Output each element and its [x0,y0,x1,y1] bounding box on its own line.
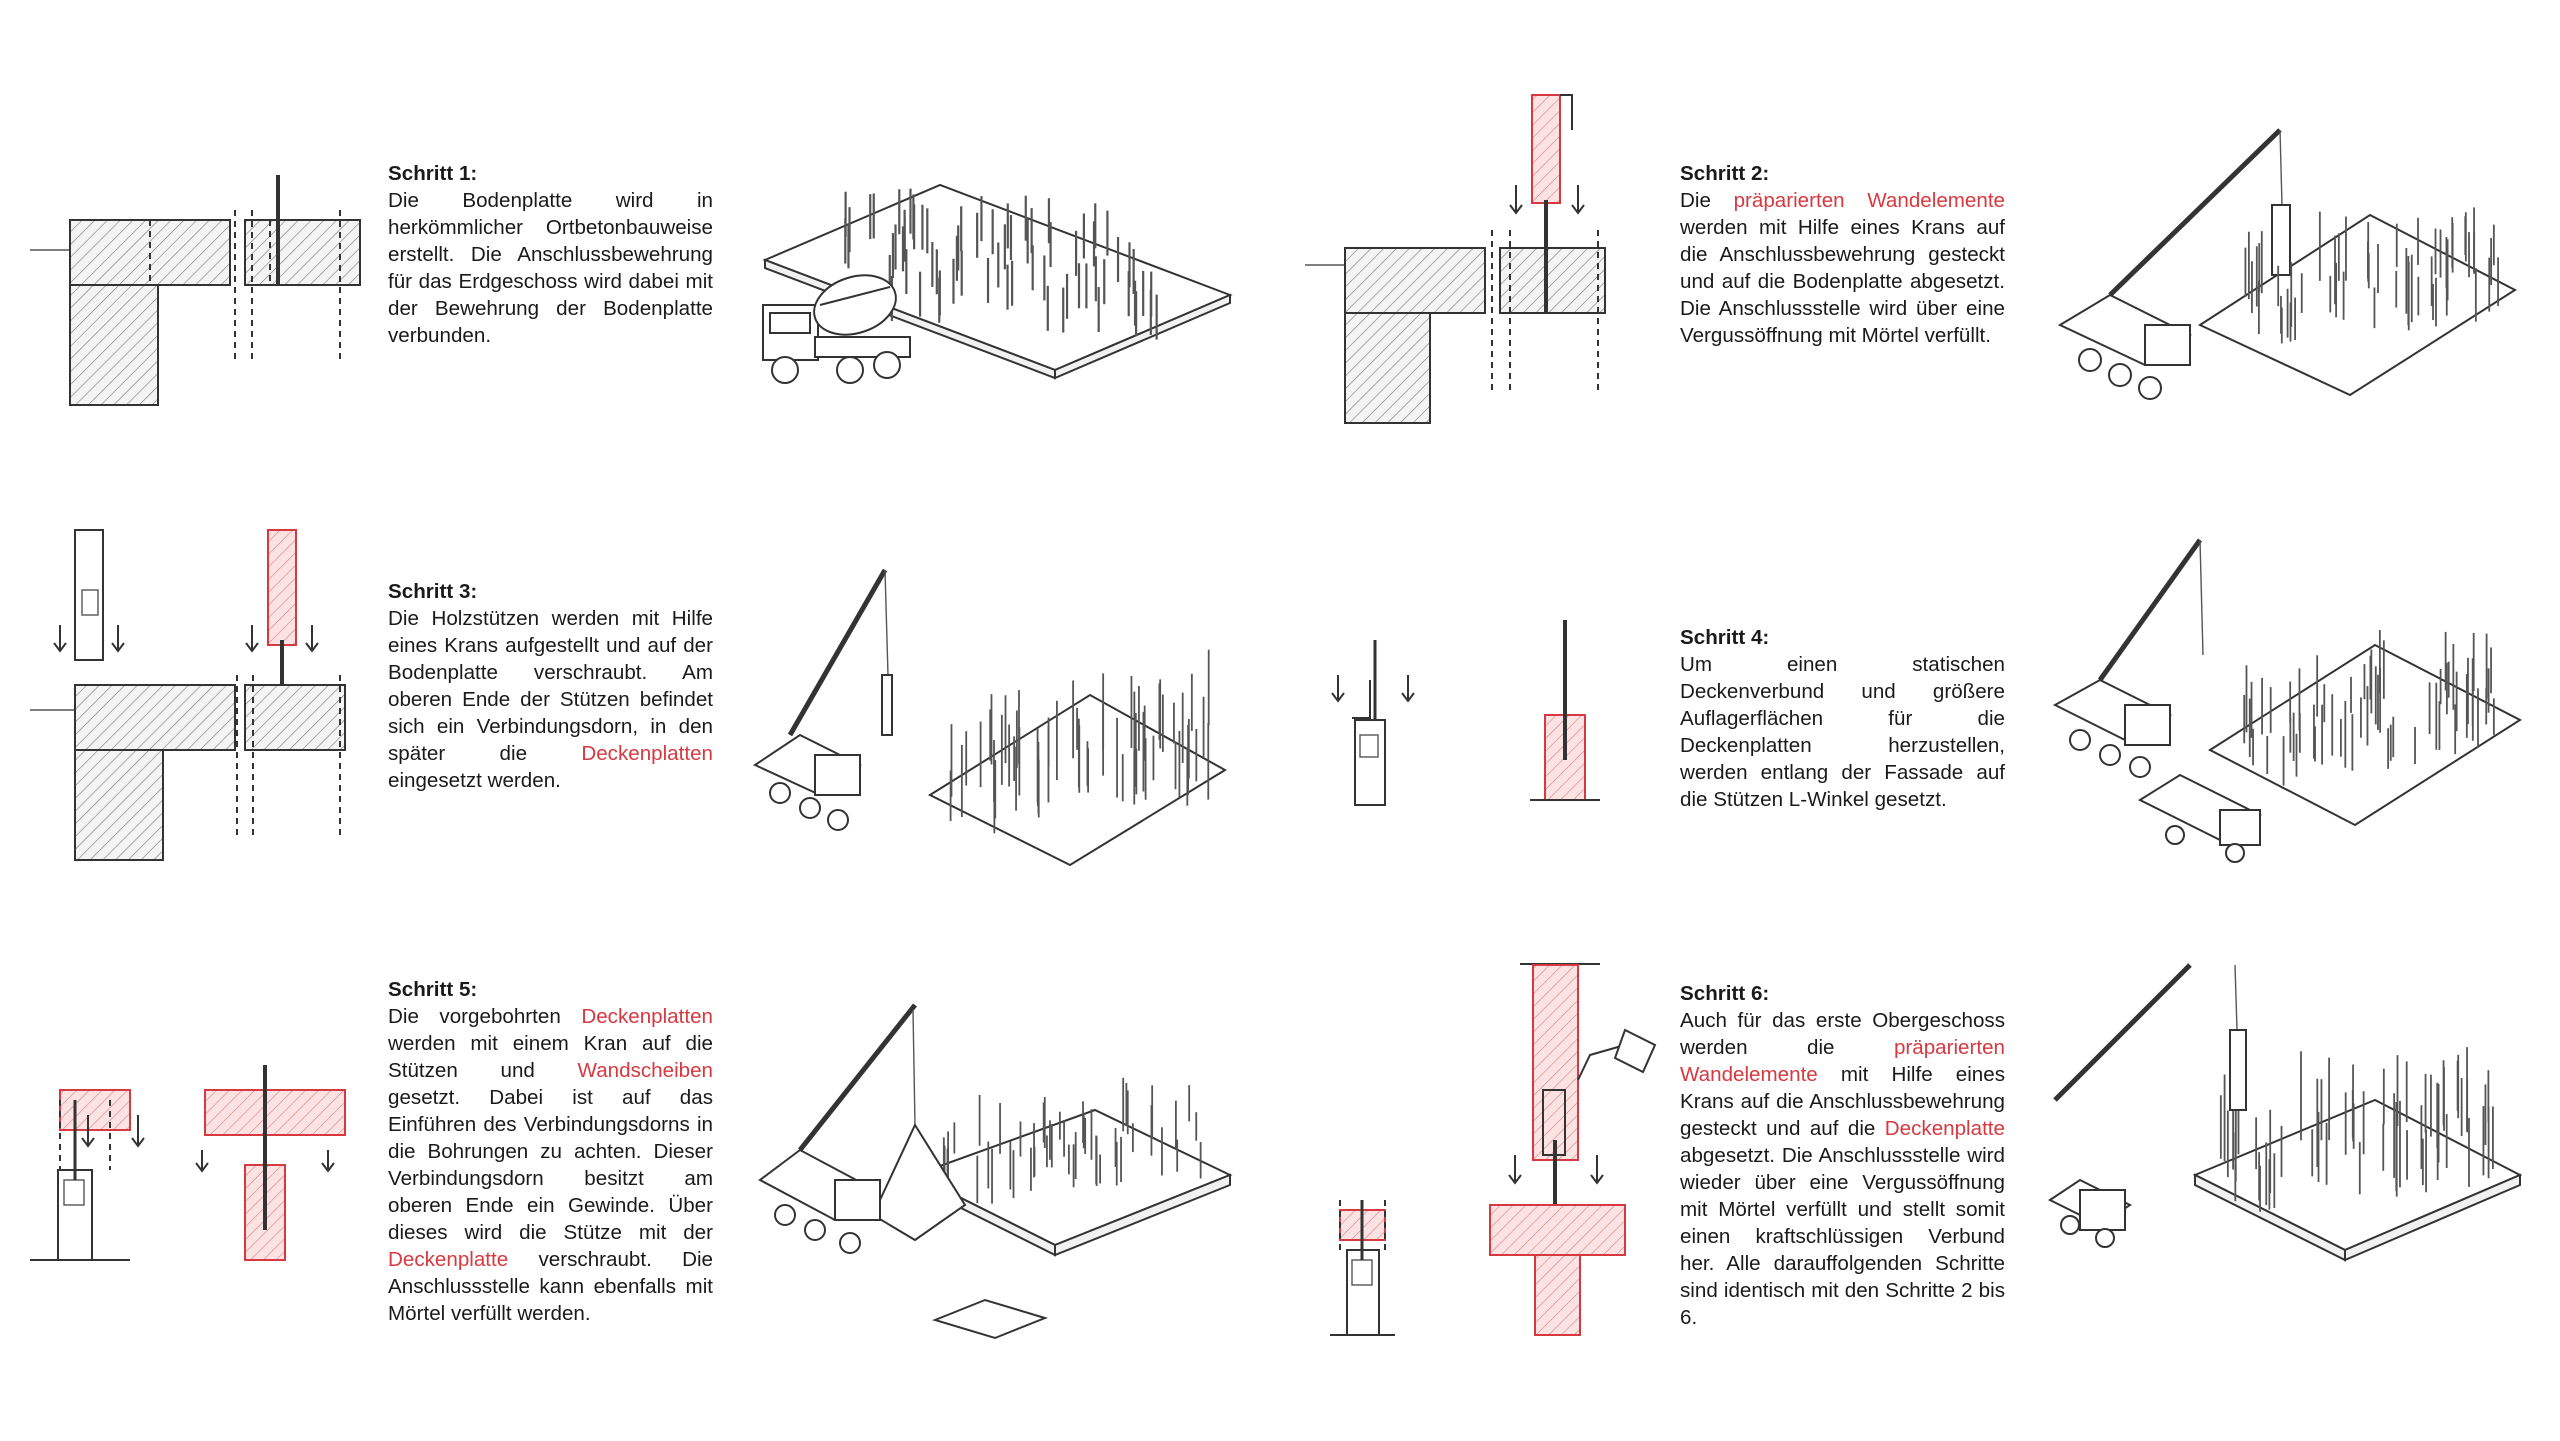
step-2-iso-illustration [2050,120,2520,440]
step-2-section-drawing [1300,90,1620,430]
crane-icon [760,1005,965,1253]
step-6-text: Schritt 6: Auch für das erste Obergeschoss werden die präparierten Wandelemente mit Hilfe eines Krans auf die Anschlussbewehrung gesteckt und auf die Deckenplatte abgesetzt. Die Anschlussstelle wird wieder über eine Vergussöffnung mit Mörtel verfüllt und stellt somit einen kraftschlüssigen Verbund her. Alle darauffolgenden Schritte sind identisch mit den Schritte 2 bis 6. [1680,982,2005,1329]
crane-icon [2060,130,2290,399]
truck-icon [2140,775,2260,862]
step-1-text [388,160,713,349]
step-3-section-drawing [30,525,350,865]
step-1-title: Schritt 1: [388,162,478,185]
step-5-title: Schritt 5: [388,978,478,1001]
step-3-iso-illustration [750,565,1230,895]
step-4-section-drawing [1330,610,1630,810]
step-1-iso-illustration [755,165,1235,395]
step-4-iso-illustration [2045,535,2525,875]
crane-icon [755,570,892,830]
step-2-title: Schritt 2: [1680,162,1770,185]
step-6-iso-illustration [2045,960,2525,1290]
step-5-text: Schritt 5: Die vorgebohrten Deckenplatten werden mit einem Kran auf die Stützen und Wandscheiben gesetzt. Dabei ist auf das Einführen des Verbindungsdorns in die Bohrungen zu achten. Dieser Verbindungsdorn besitzt am oberen Ende ein Gewinde. Über dieses wird die Stütze mit der Deckenplatte verschraubt. Die Anschlussstelle kann ebenfalls mit Mörtel verfüllt werden. [388,978,713,1325]
step-4-title: Schritt 4: [1680,626,1770,649]
step-3-text: Schritt 3: Die Holzstützen werden mit Hilfe eines Krans aufgestellt und auf der Bodenplatte verschraubt. Am oberen Ende der Stützen befindet sich ein Verbindungsdorn, in den später die Deckenplatten eingesetzt werden. [388,580,713,792]
crane-icon [2050,965,2246,1247]
step-6-section-drawing [1325,960,1655,1340]
crane-icon [2055,540,2203,777]
step-6-title: Schritt 6: [1680,982,1770,1005]
step-5-iso-illustration [755,1000,1235,1340]
step-4-text: Schritt 4: Um einen statischen Deckenverbund und größere Auflagerflächen für die Deckenplatten herzustellen, werden entlang der Fassade auf die Stützen L-Winkel gesetzt. [1680,626,2005,811]
step-3-title: Schritt 3: [388,580,478,603]
step-5-section-drawing [30,1060,350,1270]
step-2-text: Schritt 2: Die präparierten Wandelemente werden mit Hilfe eines Krans auf die Anschlussbewehrung gesteckt und auf die Bodenplatte abgesetzt. Die Anschlussstelle wird über eine Vergussöffnung mit Mörtel verfüllt. [1680,162,2006,347]
concrete-truck-icon [763,265,910,383]
step-1-section-drawing [30,170,350,410]
step-1-body: Die Bodenplatte wird in herkömmlicher Ortbetonbauweise erstellt. Die Anschlussbewehrung für das Erdgeschoss wird dabei mit der Bewehrung der Bodenplatte verbunden. [388,189,713,347]
